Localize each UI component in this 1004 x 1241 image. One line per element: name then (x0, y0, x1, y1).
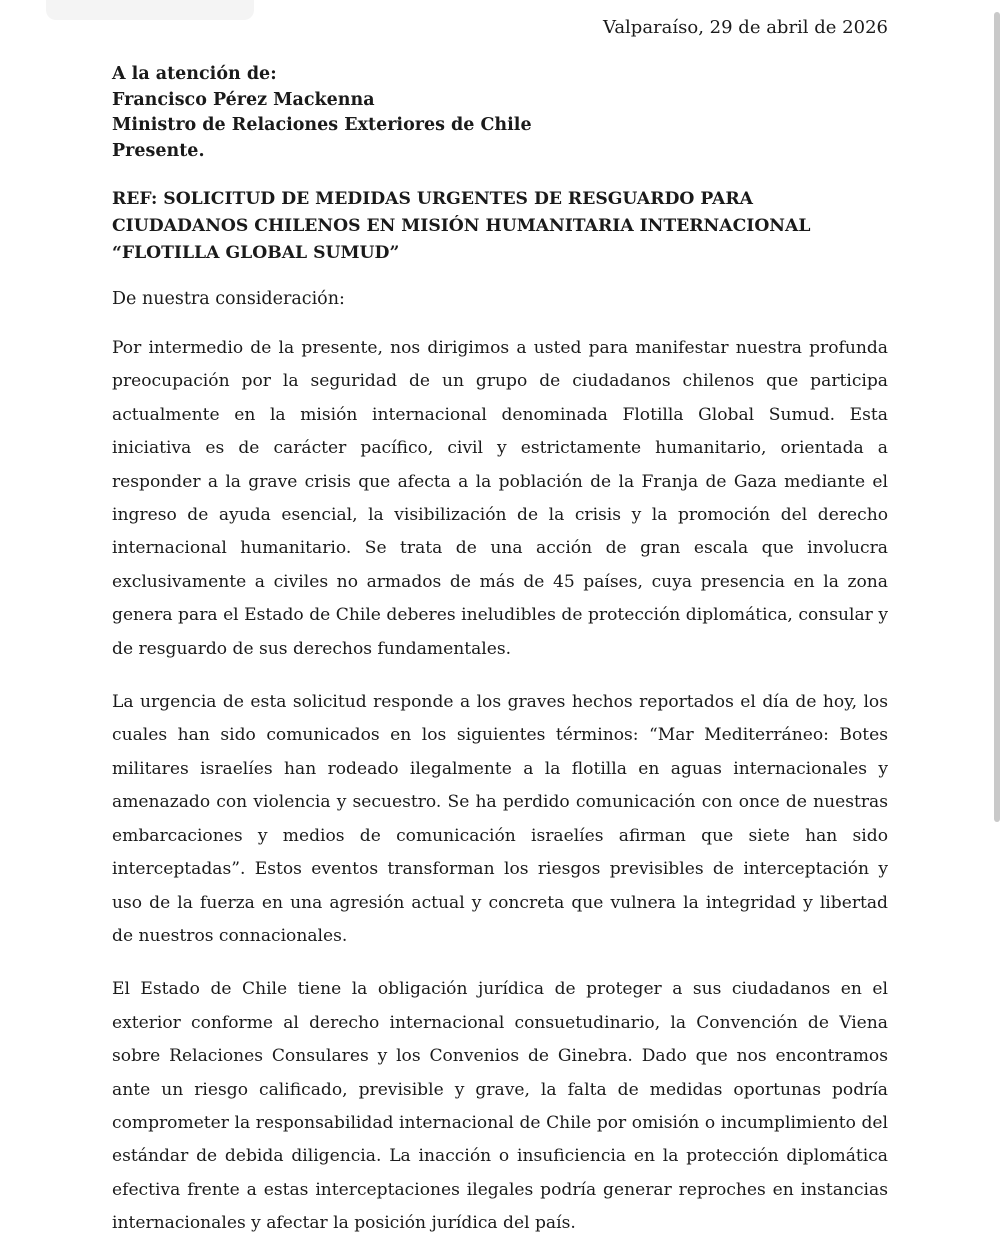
paragraph: Por intermedio de la presente, nos dirigimos a usted para manifestar nuestra profunda preocupación por la seguridad de un grupo de ciudadanos chilenos que participa actualmente en la misión internacional denominada Flotilla Global Sumud. Esta iniciativa es de carácter pacífico, civil y estrictamente humanitario, orientada a responder a la grave crisis que afecta a la población de la Franja de Gaza mediante el ingreso de ayuda esencial, la visibilización de la crisis y la promoción del derecho internacional humanitario. Se trata de una acción de gran escala que involucra exclusivamente a civiles no armados de más de 45 países, cuya presencia en la zona genera para el Estado de Chile deberes ineludibles de protección diplomática, consular y de resguardo de sus derechos fundamentales. (112, 338, 888, 659)
letter-body (112, 62, 888, 1241)
top-tab[interactable] (46, 0, 254, 20)
paragraph: El Estado de Chile tiene la obligación jurídica de proteger a sus ciudadanos en el exterior conforme al derecho internacional consuetudinario, la Convención de Viena sobre Relaciones Consulares y los Convenios de Ginebra. Dado que nos encontramos ante un riesgo calificado, previsible y grave, la falta de medidas oportunas podría comprometer la responsabilidad internacional de Chile por omisión o incumplimiento del estándar de debida diligencia. La inacción o insuficiencia en la protección diplomática efectiva frente a estas interceptaciones ilegales podría generar reproches en instancias internacionales y afectar la posición jurídica del país. (112, 979, 888, 1234)
recipient-name: Francisco Pérez Mackenna (112, 89, 375, 110)
reference-line: REF: SOLICITUD DE MEDIDAS URGENTES DE RESGUARDO PARA CIUDADANOS CHILENOS EN MISIÓN HUMANITARIA INTERNACIONAL “FLOTILLA GLOBAL SUMUD” (112, 189, 811, 263)
recipient-position: Ministro de Relaciones Exteriores de Chile (112, 115, 532, 135)
greeting: De nuestra consideración: (112, 289, 345, 309)
letter-date: Valparaíso, 29 de abril de 2026 (602, 17, 888, 38)
paragraph: La urgencia de esta solicitud responde a los graves hechos reportados el día de hoy, los cuales han sido comunicados en los siguientes términos: “Mar Mediterráneo: Botes militares israelíes han rodeado ilegalmente a la flotilla en aguas internacionales y amenazado con violencia y secuestro. Se ha perdido comunicación con once de nuestras embarcaciones y medios de comunicación israelíes afirman que siete han sido interceptadas”. Estos eventos transforman los riesgos previsibles de interceptación y uso de la fuerza en una agresión actual y concreta que vulnera la integridad y libertad de nuestros connacionales. (112, 692, 888, 946)
attention-line: A la atención de: (112, 64, 277, 84)
presente-line: Presente. (112, 140, 205, 161)
recipient-block (112, 62, 888, 164)
vertical-scrollbar[interactable] (994, 12, 1000, 822)
